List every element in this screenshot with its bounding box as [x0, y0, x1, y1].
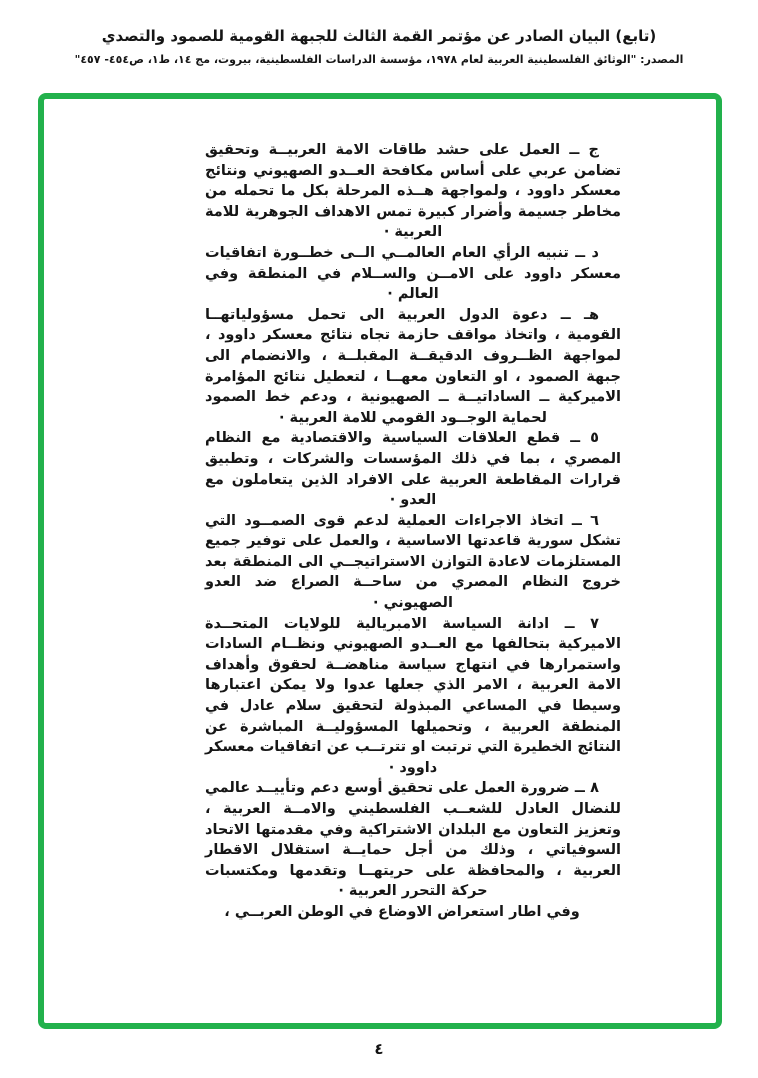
- document-body: [205, 140, 621, 923]
- paragraph-5: ٥ ــ قطع العلاقات السياسية والاقتصادية مع النظام المصري ، بما في ذلك المؤسسات والشركات ، وتطبيق قرارات المقاطعة العربية على الافراد الذين يتعاملون مع العدو ·: [205, 430, 621, 509]
- document-title: (تابع) البيان الصادر عن مؤتمر القمة الثالث للجبهة القومية للصمود والتصدي: [101, 27, 657, 45]
- page-number: ٤: [374, 1040, 384, 1058]
- paragraph-dal: د ــ تنبيه الرأي العام العالمــي الــى خطــورة اتفاقيات معسكر داوود على الامــن والســلام في المنطقة وفي العالم ·: [205, 244, 621, 303]
- paragraph-jeem: ج ــ العمل على حشد طاقات الامة العربيــة وتحقيق تضامن عربي على أساس مكافحة العــدو الصهيوني ونتائج معسكر داوود ، ولمواجهة هــذه المرحلة بكل ما تحمله من مخاطر جسيمة وأضرار كبيرة تمس الاهداف الجوهرية للامة العربية ·: [205, 142, 621, 241]
- paragraph-6: ٦ ــ اتخاذ الاجراءات العملية لدعم قوى الصمــود التي تشكل سورية قاعدتها الاساسية ، والعمل على توفير جميع المستلزمات لاعادة التوازن الاستراتيجــي الى المنطقة بعد خروج النظام المصري من ساحــة الصراع ضد العدو الصهيوني ·: [205, 512, 621, 612]
- paragraph-8: ٨ ــ ضرورة العمل على تحقيق أوسع دعم وتأييــد عالمي للنضال العادل للشعــب الفلسطيني والامــة العربية ، وتعزيز التعاون مع البلدان الاشتراكية وفي مقدمتها الاتحاد السوفياتي ، وذلك من أجل حمايــة استقلال الاقطار العربية ، والمحافظة على حريتهــا وتقدمها ومكتسبات حركة التحرر العربية ·: [205, 780, 621, 900]
- closing-line: وفي اطار استعراض الاوضاع في الوطن العربــي ،: [224, 903, 580, 920]
- document-source-citation: المصدر: "الوثائق الفلسطينية العربية لعام ١٩٧٨، مؤسسة الدراسات الفلسطينية، بيروت، مج ١٤، ط١، ص٤٥٤- ٤٥٧": [74, 53, 684, 66]
- paragraph-7: ٧ ــ ادانة السياسة الامبريالية للولايات المتحــدة الاميركية بتحالفها مع العــدو الصهيوني ونظــام السادات واستمرارها في انتهاج سياسة مناهضــة لحقوق وأهداف الامة العربية ، الامر الذي جعلها عدوا ولا يمكن اعتبارها وسيطا في المساعي المبذولة لتحقيق سلام عادل في المنطقة العربية ، وتحميلها المسؤوليــة المباشرة عن النتائج الخطيرة التي ترتبت او تترتــب عن اتفاقيات معسكر داوود ·: [205, 615, 621, 776]
- paragraph-ha: هـ ــ دعوة الدول العربية الى تحمل مسؤولياتهــا القومية ، واتخاذ مواقف حازمة تجاه نتائج معسكر داوود ، لمواجهة الظــروف الدقيقــة المقبلــة ، والانضمام الى جبهة الصمود ، او التعاون معهــا ، لتعطيل نتائج المؤامرة الاميركية ــ الساداتيــة ــ الصهيونية ، ودعم خط الصمود لحماية الوجــود القومي للامة العربية ·: [205, 306, 621, 426]
- document-header: [0, 27, 758, 66]
